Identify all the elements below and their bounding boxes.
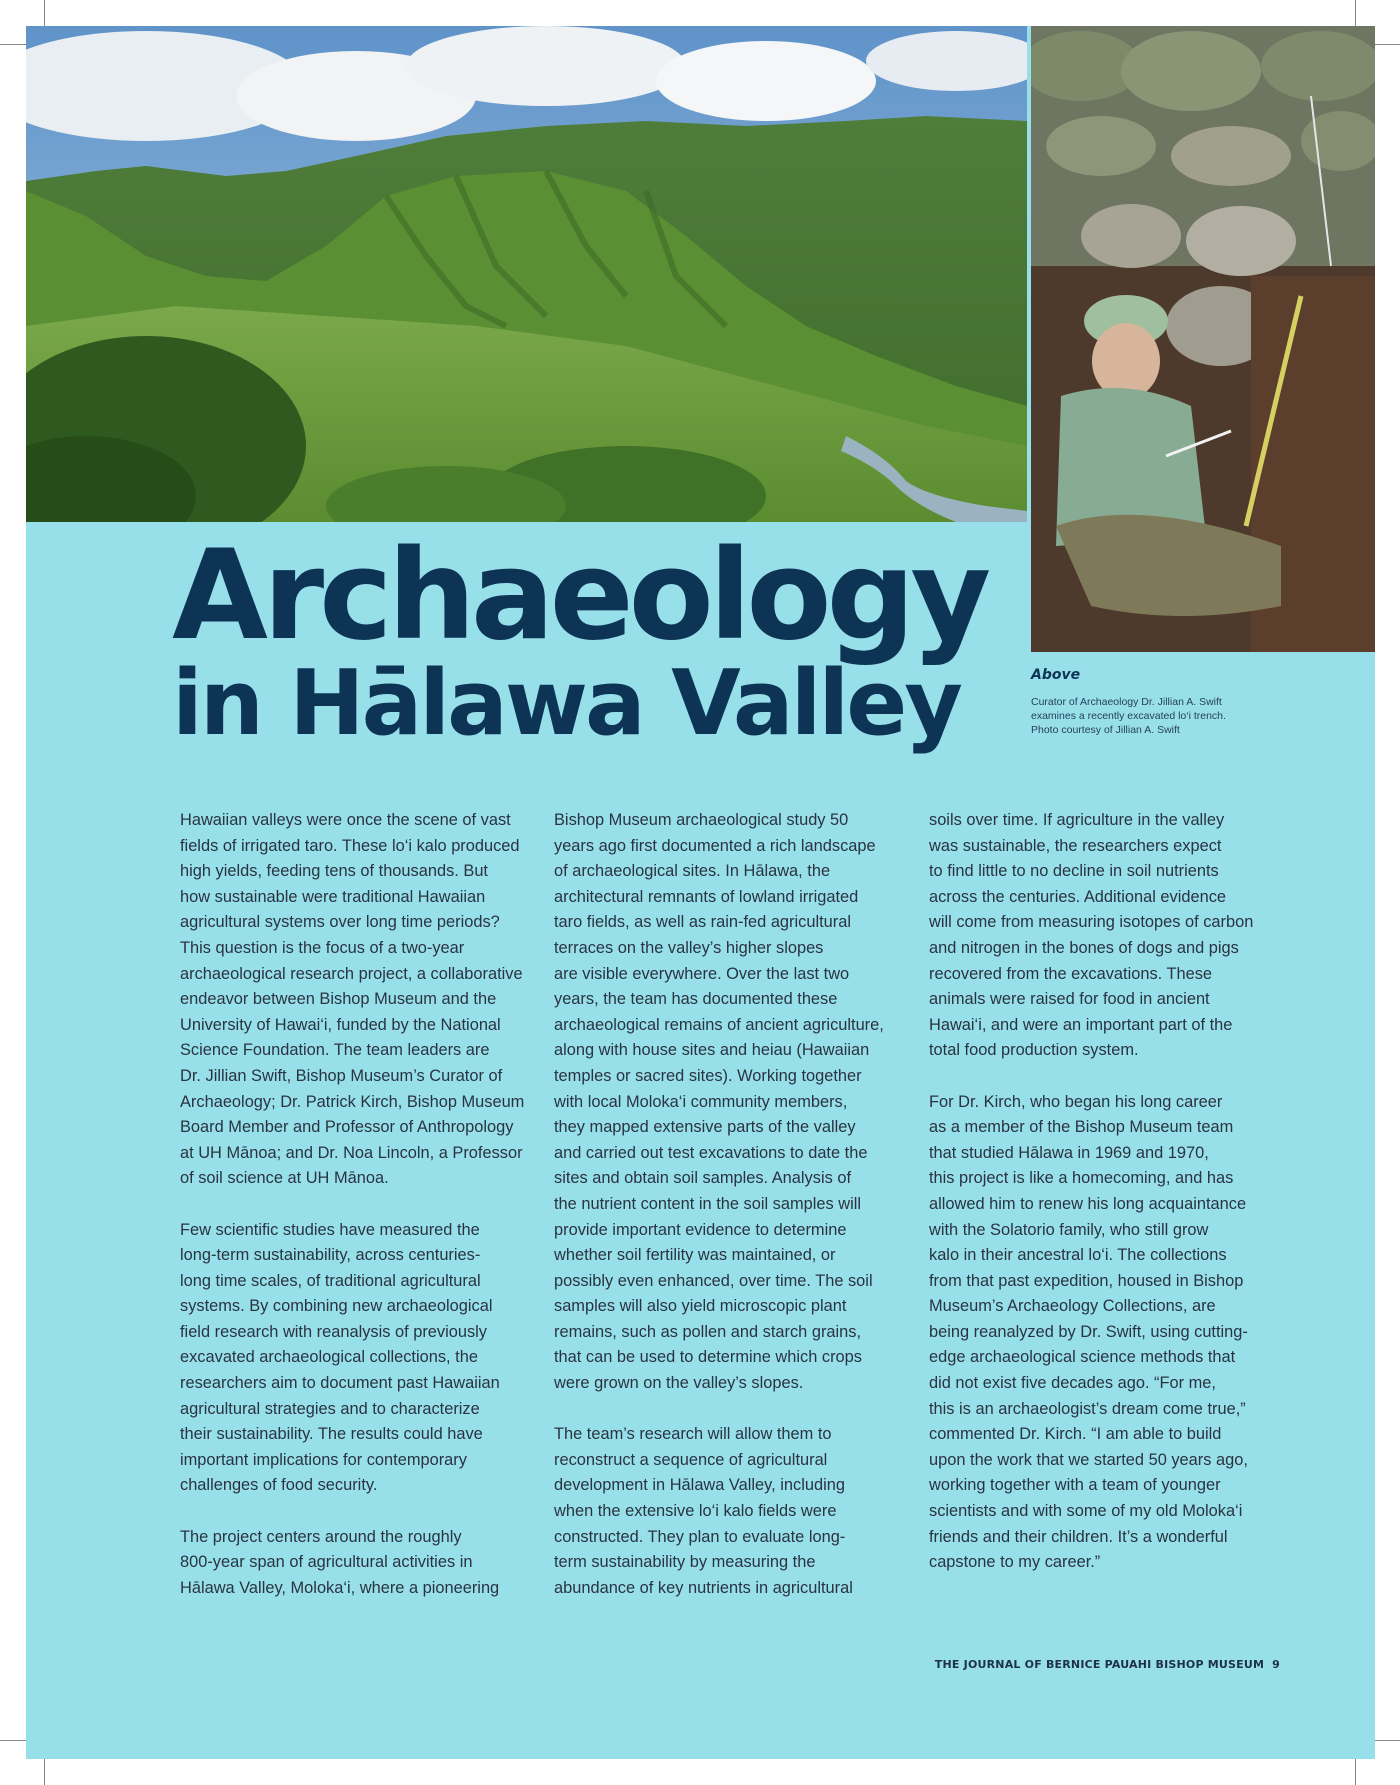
paragraph-break <box>180 1192 525 1218</box>
body-text-line: kalo in their ancestral lo‘i. The collections <box>929 1246 1227 1265</box>
body-text-line: temples or sacred sites). Working together <box>554 1066 862 1085</box>
body-text-line: was sustainable, the researchers expect <box>929 836 1222 855</box>
body-text-line: commented Dr. Kirch. “I am able to build <box>929 1425 1222 1444</box>
body-text-line: researchers aim to document past Hawaiian <box>180 1374 500 1393</box>
body-text-line: recovered from the excavations. These <box>929 964 1213 983</box>
paragraph-break <box>180 1499 525 1525</box>
photo-caption <box>1031 667 1261 737</box>
body-text-line: along with house sites and heiau (Hawaiian <box>554 1041 870 1060</box>
body-text-line: archaeological remains of ancient agriculture, <box>554 1015 884 1034</box>
body-text-line: did not exist five decades ago. “For me, <box>929 1374 1216 1393</box>
body-text-line: and carried out test excavations to date the <box>554 1143 868 1162</box>
body-text-line: agricultural strategies and to characterize <box>180 1399 480 1418</box>
body-text-line: field research with reanalysis of previously <box>180 1322 488 1341</box>
body-text-line: that can be used to determine which crops <box>554 1348 862 1367</box>
body-text-line: this is an archaeologist’s dream come true,” <box>929 1399 1246 1418</box>
body-text-line: The team’s research will allow them to <box>554 1425 832 1444</box>
body-text-line: architectural remnants of lowland irrigated <box>554 887 859 906</box>
body-text-line: capstone to my career.” <box>929 1553 1101 1572</box>
article-title-line-2: in Hālawa Valley <box>172 651 960 756</box>
body-text-line: from that past expedition, housed in Bishop <box>929 1271 1244 1290</box>
body-text-line: 800-year span of agricultural activities in <box>180 1553 473 1572</box>
body-text-line: when the extensive lo‘i kalo fields were <box>554 1502 837 1521</box>
article-title-line-1: Archaeology <box>172 524 987 668</box>
body-text-line: the nutrient content in the soil samples will <box>554 1194 862 1213</box>
caption-line: Photo courtesy of Jillian A. Swift <box>1031 724 1180 736</box>
body-text-line: across the centuries. Additional evidence <box>929 887 1227 906</box>
body-text-line: samples will also yield microscopic plant <box>554 1297 847 1316</box>
body-text-line: with local Moloka‘i community members, <box>554 1092 848 1111</box>
body-text-line: abundance of key nutrients in agricultural <box>554 1578 853 1597</box>
caption-line: examines a recently excavated lo‘i trench. <box>1031 710 1226 722</box>
body-text-line: allowed him to renew his long acquaintance <box>929 1194 1247 1213</box>
body-text-line: Museum’s Archaeology Collections, are <box>929 1297 1216 1316</box>
body-text-line: that studied Hālawa in 1969 and 1970, <box>929 1143 1209 1162</box>
body-text-line: terraces on the valley’s higher slopes <box>554 938 824 957</box>
caption-line: Curator of Archaeology Dr. Jillian A. Swift <box>1031 696 1222 708</box>
body-text-line: their sustainability. The results could have <box>180 1425 483 1444</box>
body-text-line: as a member of the Bishop Museum team <box>929 1118 1234 1137</box>
body-text-line: whether soil fertility was maintained, or <box>554 1246 836 1265</box>
body-text-line: excavated archaeological collections, the <box>180 1348 478 1367</box>
body-text-line: total food production system. <box>929 1041 1139 1060</box>
crop-mark <box>1355 0 1356 26</box>
body-text-line: were grown on the valley’s slopes. <box>554 1374 804 1393</box>
body-text-line: this project is like a homecoming, and has <box>929 1169 1234 1188</box>
body-column-2 <box>554 808 899 1601</box>
body-text-line: animals were raised for food in ancient <box>929 990 1210 1009</box>
body-text-line: Board Member and Professor of Anthropology <box>180 1118 514 1137</box>
body-text-line: being reanalyzed by Dr. Swift, using cutting- <box>929 1322 1248 1341</box>
body-text-line: will come from measuring isotopes of carbon <box>929 913 1254 932</box>
body-text-line: term sustainability by measuring the <box>554 1553 816 1572</box>
body-text-line: long time scales, of traditional agricultural <box>180 1271 481 1290</box>
body-text-line: taro fields, as well as rain-fed agricultural <box>554 913 851 932</box>
article-title <box>172 524 1012 756</box>
body-text-line: remains, such as pollen and starch grains, <box>554 1322 862 1341</box>
body-text-line: The project centers around the roughly <box>180 1527 462 1546</box>
body-text-line: Dr. Jillian Swift, Bishop Museum’s Curator of <box>180 1066 503 1085</box>
body-column-3 <box>929 808 1274 1576</box>
body-text-line: at UH Mānoa; and Dr. Noa Lincoln, a Professor <box>180 1143 523 1162</box>
body-text-line: important implications for contemporary <box>180 1450 467 1469</box>
crop-mark <box>44 1759 45 1785</box>
crop-mark <box>1355 1759 1356 1785</box>
body-text-line: possibly even enhanced, over time. The soil <box>554 1271 873 1290</box>
caption-heading: Above <box>1031 667 1081 683</box>
body-text-line: constructed. They plan to evaluate long- <box>554 1527 846 1546</box>
body-text-line: fields of irrigated taro. These lo‘i kalo produced <box>180 836 520 855</box>
body-text-line: working together with a team of younger <box>929 1476 1221 1495</box>
body-text-line: and nitrogen in the bones of dogs and pigs <box>929 938 1239 957</box>
journal-name: THE JOURNAL OF BERNICE PAUAHI BISHOP MUSEUM <box>934 1658 1265 1671</box>
crop-mark <box>0 44 26 45</box>
body-text-line: University of Hawai‘i, funded by the National <box>180 1015 501 1034</box>
body-text-line: Science Foundation. The team leaders are <box>180 1041 490 1060</box>
body-text-line: Few scientific studies have measured the <box>180 1220 480 1239</box>
archaeologist-in-trench-photo <box>1031 26 1375 652</box>
page-footer <box>935 1658 1280 1671</box>
body-text-line: archaeological research project, a collaborative <box>180 964 523 983</box>
body-text-line: are visible everywhere. Over the last two <box>554 964 850 983</box>
body-text-line: years ago first documented a rich landscape <box>554 836 876 855</box>
body-text-line: Hawai‘i, and were an important part of the <box>929 1015 1233 1034</box>
body-text-line: development in Hālawa Valley, including <box>554 1476 845 1495</box>
body-text-line: systems. By combining new archaeological <box>180 1297 493 1316</box>
body-text-line: reconstruct a sequence of agricultural <box>554 1450 828 1469</box>
valley-landscape-photo <box>26 26 1027 522</box>
crop-mark <box>44 0 45 26</box>
body-text-line: of soil science at UH Mānoa. <box>180 1169 389 1188</box>
body-text-line: years, the team has documented these <box>554 990 838 1009</box>
body-text-line: long-term sustainability, across centuries- <box>180 1246 481 1265</box>
body-text-line: to find little to no decline in soil nutrients <box>929 862 1219 881</box>
body-text-line: soils over time. If agriculture in the valley <box>929 811 1225 829</box>
body-text-line: friends and their children. It’s a wonderful <box>929 1527 1228 1546</box>
body-text-line: sites and obtain soil samples. Analysis of <box>554 1169 852 1188</box>
body-text-line: high yields, feeding tens of thousands. But <box>180 862 488 881</box>
body-text-line: edge archaeological science methods that <box>929 1348 1236 1367</box>
body-text-line: endeavor between Bishop Museum and the <box>180 990 497 1009</box>
body-text-line: Hawaiian valleys were once the scene of vast <box>180 811 511 829</box>
body-text-line: Bishop Museum archaeological study 50 <box>554 811 849 829</box>
body-text-line: Hālawa Valley, Moloka‘i, where a pioneering <box>180 1578 500 1597</box>
body-text-line: For Dr. Kirch, who began his long career <box>929 1092 1223 1111</box>
body-text-line: challenges of food security. <box>180 1476 378 1495</box>
paragraph-break <box>554 1397 899 1423</box>
paragraph-break <box>929 1064 1274 1090</box>
crop-mark <box>0 1740 26 1741</box>
body-text-line: scientists and with some of my old Moloka‘i <box>929 1502 1243 1521</box>
page-number: 9 <box>1272 1658 1280 1671</box>
body-text-line: they mapped extensive parts of the valley <box>554 1118 856 1137</box>
body-text-line: provide important evidence to determine <box>554 1220 847 1239</box>
body-text-line: Archaeology; Dr. Patrick Kirch, Bishop Museum <box>180 1092 525 1111</box>
body-text-line: upon the work that we started 50 years ago, <box>929 1450 1248 1469</box>
body-text-line: of archaeological sites. In Hālawa, the <box>554 862 831 881</box>
body-text-line: with the Solatorio family, who still grow <box>929 1220 1209 1239</box>
crop-mark <box>1375 1740 1400 1741</box>
body-text-line: how sustainable were traditional Hawaiian <box>180 887 486 906</box>
crop-mark <box>1375 44 1400 45</box>
body-text-line: agricultural systems over long time periods? <box>180 913 500 932</box>
body-text-line: This question is the focus of a two-year <box>180 938 465 957</box>
body-column-1 <box>180 808 525 1601</box>
